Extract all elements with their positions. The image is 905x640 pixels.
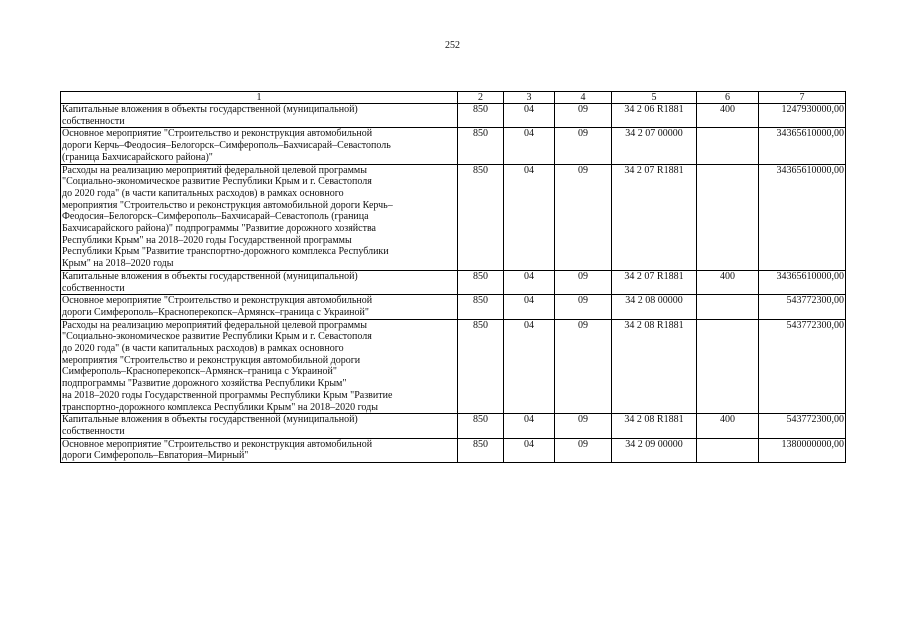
table-row — [61, 438, 846, 462]
code-cell-c5: 34 2 08 R1881 — [612, 414, 697, 438]
row-name-cell — [61, 295, 458, 319]
code-cell-c4: 09 — [555, 414, 612, 438]
row-name-line: дороги Симферополь–Евпатория–Мирный" — [62, 450, 249, 462]
row-name-line: Капитальные вложения в объекты государственной (муниципальной) — [62, 270, 358, 282]
row-name-line: Расходы на реализацию мероприятий федеральной целевой программы — [62, 164, 367, 176]
amount-cell: 1380000000,00 — [759, 438, 846, 462]
column-header: 2 — [458, 92, 504, 104]
row-name-line: "Социально-экономическое развитие Республики Крым и г. Севастополя — [62, 331, 372, 343]
code-cell-c2: 850 — [458, 295, 504, 319]
budget-table — [60, 91, 846, 463]
amount-cell: 34365610000,00 — [759, 164, 846, 270]
row-name-line: транспортно-дорожного комплекса Республики Крым" на 2018–2020 годы — [62, 401, 378, 413]
row-name-cell — [61, 270, 458, 294]
code-cell-c3: 04 — [504, 270, 555, 294]
code-cell-c5: 34 2 06 R1881 — [612, 104, 697, 128]
column-header: 5 — [612, 92, 697, 104]
row-name-line: Основное мероприятие "Строительство и реконструкция автомобильной — [62, 128, 373, 140]
amount-cell: 543772300,00 — [759, 319, 846, 414]
code-cell-c6 — [697, 295, 759, 319]
code-cell-c3: 04 — [504, 295, 555, 319]
row-name-line: до 2020 года" (в части капитальных расходов) в рамках основного — [62, 343, 344, 355]
code-cell-c3: 04 — [504, 438, 555, 462]
row-name-line: собственности — [62, 425, 125, 437]
code-cell-c2: 850 — [458, 164, 504, 270]
row-name-cell — [61, 319, 458, 414]
code-cell-c4: 09 — [555, 128, 612, 164]
column-header: 6 — [697, 92, 759, 104]
row-name-line: Капитальные вложения в объекты государственной (муниципальной) — [62, 104, 358, 115]
code-cell-c6 — [697, 164, 759, 270]
row-name-cell — [61, 438, 458, 462]
row-name-line: дороги Керчь–Феодосия–Белогорск–Симферополь–Бахчисарай–Севастополь — [62, 140, 391, 152]
code-cell-c3: 04 — [504, 104, 555, 128]
table-row — [61, 164, 846, 270]
code-cell-c4: 09 — [555, 295, 612, 319]
table-body — [61, 104, 846, 463]
row-name-line: Основное мероприятие "Строительство и реконструкция автомобильной — [62, 295, 373, 307]
row-name-cell — [61, 128, 458, 164]
code-cell-c3: 04 — [504, 414, 555, 438]
table-row — [61, 270, 846, 294]
row-name-line: Расходы на реализацию мероприятий федеральной целевой программы — [62, 319, 367, 331]
amount-cell: 543772300,00 — [759, 295, 846, 319]
code-cell-c4: 09 — [555, 164, 612, 270]
code-cell-c4: 09 — [555, 438, 612, 462]
header-row — [61, 92, 846, 104]
code-cell-c6 — [697, 438, 759, 462]
code-cell-c6: 400 — [697, 104, 759, 128]
amount-cell: 1247930000,00 — [759, 104, 846, 128]
code-cell-c3: 04 — [504, 164, 555, 270]
code-cell-c6 — [697, 319, 759, 414]
row-name-line: Республики Крым" на 2018–2020 годы Государственной программы — [62, 234, 352, 246]
code-cell-c5: 34 2 07 R1881 — [612, 164, 697, 270]
row-name-line: Капитальные вложения в объекты государственной (муниципальной) — [62, 414, 358, 426]
column-header: 3 — [504, 92, 555, 104]
code-cell-c5: 34 2 08 00000 — [612, 295, 697, 319]
column-header: 4 — [555, 92, 612, 104]
code-cell-c5: 34 2 09 00000 — [612, 438, 697, 462]
row-name-line: до 2020 года" (в части капитальных расходов) в рамках основного — [62, 187, 344, 199]
code-cell-c6 — [697, 128, 759, 164]
table-row — [61, 128, 846, 164]
code-cell-c6: 400 — [697, 414, 759, 438]
table-row — [61, 319, 846, 414]
row-name-line: (граница Бахчисарайского района)" — [62, 151, 213, 163]
code-cell-c4: 09 — [555, 104, 612, 128]
column-header: 7 — [759, 92, 846, 104]
code-cell-c5: 34 2 07 R1881 — [612, 270, 697, 294]
row-name-line: мероприятия "Строительство и реконструкция автомобильной дороги Керчь– — [62, 199, 393, 211]
code-cell-c4: 09 — [555, 270, 612, 294]
row-name-line: подпрограммы "Развитие дорожного хозяйства Республики Крым" — [62, 378, 347, 390]
code-cell-c3: 04 — [504, 319, 555, 414]
row-name-cell — [61, 414, 458, 438]
code-cell-c2: 850 — [458, 128, 504, 164]
row-name-line: Феодосия–Белогорск–Симферополь–Бахчисарай–Севастополь (граница — [62, 211, 369, 223]
row-name-line: собственности — [62, 115, 125, 127]
row-name-cell — [61, 104, 458, 128]
code-cell-c3: 04 — [504, 128, 555, 164]
row-name-line: Республики Крым "Развитие транспортно-дорожного комплекса Республики — [62, 246, 389, 258]
code-cell-c2: 850 — [458, 104, 504, 128]
table-row — [61, 414, 846, 438]
code-cell-c2: 850 — [458, 438, 504, 462]
code-cell-c2: 850 — [458, 414, 504, 438]
code-cell-c5: 34 2 07 00000 — [612, 128, 697, 164]
page-number: 252 — [445, 40, 460, 51]
row-name-line: "Социально-экономическое развитие Республики Крым и г. Севастополя — [62, 176, 372, 188]
code-cell-c2: 850 — [458, 270, 504, 294]
row-name-cell — [61, 164, 458, 270]
code-cell-c4: 09 — [555, 319, 612, 414]
amount-cell: 543772300,00 — [759, 414, 846, 438]
row-name-line: Бахчисарайского района)" подпрограммы "Развитие дорожного хозяйства — [62, 223, 376, 235]
row-name-line: Крым" на 2018–2020 годы — [62, 258, 174, 270]
row-name-line: на 2018–2020 годы Государственной программы Республики Крым "Развитие — [62, 389, 393, 401]
row-name-line: мероприятия "Строительство и реконструкция автомобильной дороги — [62, 354, 361, 366]
row-name-line: Основное мероприятие "Строительство и реконструкция автомобильной — [62, 438, 373, 450]
row-name-line: собственности — [62, 282, 125, 294]
amount-cell: 34365610000,00 — [759, 128, 846, 164]
column-header: 1 — [61, 92, 458, 104]
code-cell-c6: 400 — [697, 270, 759, 294]
row-name-line: Симферополь–Красноперекопск–Армянск–граница с Украиной" — [62, 366, 337, 378]
table-row — [61, 104, 846, 128]
code-cell-c2: 850 — [458, 319, 504, 414]
code-cell-c5: 34 2 08 R1881 — [612, 319, 697, 414]
table-row — [61, 295, 846, 319]
amount-cell: 34365610000,00 — [759, 270, 846, 294]
row-name-line: дороги Симферополь–Красноперекопск–Армянск–граница с Украиной" — [62, 306, 369, 318]
